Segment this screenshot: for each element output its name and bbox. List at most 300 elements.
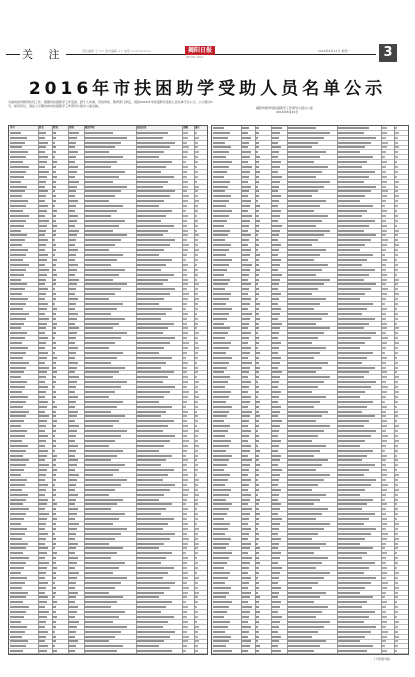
row-cell-text [183, 494, 188, 496]
row-cell-text [382, 508, 386, 510]
row-cell-text [53, 357, 57, 359]
row-cell-text [395, 391, 399, 393]
row-cell-text [69, 572, 79, 574]
row-cell-text [85, 318, 125, 320]
row-cell-text [242, 244, 248, 246]
row-cell-text [183, 342, 189, 344]
row-cell-text [213, 283, 228, 285]
row-cell-text [39, 425, 46, 427]
row-cell-text [242, 279, 248, 281]
row-cell-text [213, 479, 228, 481]
row-cell-text [69, 401, 76, 403]
row-cell-text [85, 503, 117, 505]
row-cell-text [137, 381, 163, 383]
row-cell-text [256, 156, 260, 158]
row-cell-text [338, 533, 371, 535]
row-cell-text [338, 210, 367, 212]
row-cell-text [10, 450, 26, 452]
row-cell-text [272, 587, 281, 589]
row-cell-text [69, 450, 76, 452]
row-cell-text [242, 543, 251, 545]
row-cell-text [256, 283, 258, 285]
row-cell-text [272, 234, 279, 236]
row-cell-text [85, 626, 127, 628]
row-cell-text [338, 636, 365, 638]
row-cell-text [213, 650, 232, 652]
row-cell-text [272, 318, 278, 320]
row-cell-text [53, 572, 56, 574]
row-cell-text [85, 362, 111, 364]
row-cell-text [53, 459, 56, 461]
row-cell-text [395, 494, 398, 496]
row-cell-text [256, 166, 259, 168]
row-cell-text [69, 621, 79, 623]
row-cell-text [183, 376, 188, 378]
row-cell-text [382, 631, 388, 633]
row-cell-text [272, 474, 280, 476]
row-cell-text [242, 210, 248, 212]
table-row [212, 649, 408, 654]
row-cell-text [256, 323, 259, 325]
row-cell-text [39, 264, 45, 266]
row-cell-text [213, 626, 228, 628]
row-cell-text [69, 234, 77, 236]
row-cell-text [39, 254, 48, 256]
row-cell-text [195, 601, 198, 603]
row-cell-text [183, 557, 188, 559]
row-cell-text [256, 215, 259, 217]
row-cell-text [85, 513, 125, 515]
row-cell-text [242, 435, 249, 437]
row-cell-text [183, 459, 188, 461]
header-name: 姓名 [39, 126, 44, 129]
row-cell-text [288, 640, 326, 642]
row-cell-text [195, 318, 198, 320]
row-cell-text [39, 166, 45, 168]
row-cell-text [183, 132, 188, 134]
header-gender: 性别 [53, 126, 58, 129]
row-cell-text [137, 631, 175, 633]
row-cell-text [272, 264, 280, 266]
row-cell-text [69, 249, 78, 251]
row-cell-text [382, 146, 387, 148]
row-cell-text [213, 450, 226, 452]
table-row [9, 654, 207, 655]
row-cell-text [85, 381, 127, 383]
row-cell-text [69, 508, 78, 510]
row-cell-text [395, 142, 398, 144]
row-cell-text [382, 264, 386, 266]
row-cell-text [288, 210, 314, 212]
row-cell-text [39, 567, 47, 569]
table-row [9, 649, 207, 654]
row-cell-text [69, 518, 75, 520]
row-cell-text [395, 650, 397, 652]
row-cell-text [288, 293, 312, 295]
row-cell-text [256, 547, 260, 549]
row-cell-text [69, 592, 78, 594]
row-cell-text [85, 347, 109, 349]
row-cell-text [53, 552, 57, 554]
row-cell-text [10, 186, 27, 188]
row-cell-text [213, 611, 227, 613]
row-cell-text [69, 318, 77, 320]
row-cell-text [183, 411, 188, 413]
row-cell-text [137, 200, 164, 202]
row-cell-text [10, 166, 29, 168]
row-cell-text [242, 484, 249, 486]
row-cell-text [242, 205, 250, 207]
row-cell-text [213, 411, 229, 413]
row-cell-text [288, 494, 326, 496]
row-cell-text [288, 396, 326, 398]
row-cell-text [137, 230, 168, 232]
row-cell-text [382, 626, 386, 628]
row-cell-text [53, 171, 56, 173]
row-cell-text [256, 499, 260, 501]
row-cell-text [39, 650, 47, 652]
row-cell-text [53, 640, 56, 642]
row-cell-text [85, 469, 119, 471]
row-cell-text [195, 425, 197, 427]
row-cell-text [213, 308, 232, 310]
row-cell-text [53, 166, 56, 168]
row-cell-text [39, 352, 48, 354]
row-cell-text [85, 142, 121, 144]
row-cell-text [183, 264, 188, 266]
row-cell-text [195, 596, 198, 598]
row-cell-text [137, 332, 163, 334]
row-cell-text [137, 489, 170, 491]
row-cell-text [395, 323, 397, 325]
row-cell-text [288, 650, 314, 652]
row-cell-text [195, 371, 198, 373]
row-cell-text [338, 288, 371, 290]
row-cell-text [213, 484, 225, 486]
row-cell-text [395, 396, 398, 398]
row-cell-text [272, 562, 278, 564]
row-cell-text [256, 562, 260, 564]
row-cell-text [256, 200, 258, 202]
row-cell-text [256, 503, 259, 505]
row-cell-text [10, 401, 26, 403]
row-cell-text [213, 645, 226, 647]
row-cell-text [39, 415, 49, 417]
row-cell-text [53, 313, 56, 315]
row-cell-text [288, 249, 326, 251]
row-cell-text [183, 474, 188, 476]
row-cell-text [382, 464, 386, 466]
row-cell-text [338, 142, 371, 144]
row-cell-text [395, 274, 397, 276]
row-cell-text [256, 508, 259, 510]
row-cell-text [53, 293, 56, 295]
row-cell-text [10, 244, 22, 246]
row-cell-text [382, 254, 385, 256]
row-cell-text [272, 611, 278, 613]
row-cell-text [69, 415, 77, 417]
row-cell-text [256, 151, 258, 153]
row-cell-text [85, 640, 109, 642]
row-cell-text [85, 171, 125, 173]
row-cell-text [183, 577, 188, 579]
section-rule-right [66, 54, 376, 55]
row-cell-text [183, 151, 188, 153]
row-cell-text [382, 362, 386, 364]
row-cell-text [10, 587, 22, 589]
row-cell-text [195, 616, 198, 618]
row-cell-text [69, 156, 76, 158]
row-cell-text [85, 489, 115, 491]
row-cell-text [85, 225, 119, 227]
row-cell-text [213, 249, 229, 251]
row-cell-text [288, 279, 330, 281]
row-cell-text [382, 406, 387, 408]
row-cell-text [10, 538, 22, 540]
row-cell-text [382, 259, 387, 261]
row-cell-text [272, 176, 282, 178]
row-cell-text [338, 171, 375, 173]
row-cell-text [137, 376, 168, 378]
row-cell-text [195, 156, 198, 158]
row-cell-text [195, 455, 198, 457]
row-cell-text [53, 337, 55, 339]
row-cell-text [137, 137, 163, 139]
row-cell-text [39, 538, 46, 540]
row-cell-text [39, 484, 48, 486]
row-cell-text [242, 626, 251, 628]
row-cell-text [382, 411, 386, 413]
row-cell-text [213, 567, 224, 569]
row-cell-text [213, 225, 224, 227]
row-cell-text [338, 528, 376, 530]
row-cell-text [195, 518, 198, 520]
row-cell-text [69, 259, 75, 261]
row-cell-text [183, 538, 189, 540]
row-cell-text [183, 142, 187, 144]
row-cell-text [195, 567, 198, 569]
row-cell-text [382, 357, 387, 359]
row-cell-text [10, 342, 22, 344]
row-cell-text [272, 367, 278, 369]
row-cell-text [382, 244, 387, 246]
row-cell-text [85, 181, 113, 183]
intro-paragraph: 为加快我市教育扶贫工作，根据市扶困助学工作安排，经个人申请、学校审核、教育部门审定，现将2016年市扶困助学受助人员名单予以公示，公示期为7天。如有异议，请在公示期内向市扶困助学工作领导小组办公室反映。 [8, 100, 213, 108]
row-cell-text [242, 288, 249, 290]
row-cell-text [395, 587, 399, 589]
row-cell-text [69, 161, 75, 163]
row-cell-text [39, 479, 45, 481]
row-cell-text [382, 127, 387, 129]
row-cell-text [213, 195, 231, 197]
row-cell-text [10, 396, 28, 398]
row-cell-text [288, 215, 328, 217]
row-cell-text [85, 269, 125, 271]
row-cell-text [183, 601, 186, 603]
row-cell-text [53, 327, 56, 329]
row-cell-text [137, 142, 175, 144]
row-cell-text [395, 499, 398, 501]
row-cell-text [10, 205, 26, 207]
row-cell-text [256, 391, 259, 393]
row-cell-text [69, 557, 78, 559]
row-cell-text [69, 239, 76, 241]
row-cell-text [395, 518, 397, 520]
row-cell-text [213, 518, 224, 520]
row-cell-text [85, 616, 119, 618]
row-cell-text [242, 303, 250, 305]
row-cell-text [242, 636, 248, 638]
row-cell-text [256, 582, 259, 584]
row-cell-text [338, 391, 365, 393]
row-cell-text [395, 352, 398, 354]
row-cell-text [53, 606, 56, 608]
row-cell-text [338, 283, 376, 285]
row-cell-text [338, 557, 362, 559]
row-cell-text [242, 327, 248, 329]
row-cell-text [395, 401, 398, 403]
row-cell-text [137, 327, 168, 329]
row-cell-text [338, 274, 369, 276]
row-cell-text [183, 352, 187, 354]
row-cell-text [10, 254, 26, 256]
row-cell-text [85, 499, 123, 501]
row-cell-text [288, 636, 312, 638]
row-cell-text [69, 445, 78, 447]
row-cell-text [256, 650, 259, 652]
row-cell-text [256, 171, 260, 173]
row-cell-text [137, 415, 161, 417]
row-cell-text [256, 533, 259, 535]
row-cell-text [69, 215, 78, 217]
row-cell-text [382, 230, 387, 232]
row-cell-text [272, 636, 281, 638]
row-cell-text [183, 645, 187, 647]
row-cell-text [272, 327, 280, 329]
row-cell-text [69, 298, 78, 300]
row-cell-text [338, 239, 371, 241]
row-cell-text [10, 552, 23, 554]
row-cell-text [338, 430, 376, 432]
row-cell-text [85, 464, 125, 466]
row-cell-text [288, 171, 322, 173]
row-cell-text [213, 381, 228, 383]
row-cell-text [242, 596, 250, 598]
row-cell-text [53, 503, 57, 505]
row-cell-text [256, 425, 259, 427]
row-cell-text [137, 352, 159, 354]
row-cell-text [338, 396, 360, 398]
row-cell-text [53, 186, 56, 188]
row-cell-text [183, 274, 187, 276]
row-cell-text [213, 161, 232, 163]
row-cell-text [338, 220, 375, 222]
row-cell-text [395, 259, 397, 261]
row-cell-text [382, 469, 387, 471]
row-cell-text [85, 474, 113, 476]
row-cell-text [69, 650, 75, 652]
row-cell-text [338, 420, 369, 422]
row-cell-text [288, 425, 330, 427]
row-cell-text [183, 435, 187, 437]
row-cell-text [39, 337, 48, 339]
row-cell-text [53, 239, 55, 241]
row-cell-text [183, 469, 187, 471]
row-cell-text [213, 259, 232, 261]
row-cell-text [395, 645, 398, 647]
row-cell-text [242, 308, 248, 310]
row-cell-text [395, 347, 398, 349]
row-cell-text [242, 200, 251, 202]
row-cell-text [195, 288, 198, 290]
row-cell-text [395, 621, 399, 623]
row-cell-text [242, 582, 249, 584]
row-cell-text [213, 499, 226, 501]
row-cell-text [53, 396, 56, 398]
row-cell-text [213, 557, 229, 559]
row-cell-text [272, 401, 278, 403]
row-cell-text [213, 288, 225, 290]
row-cell-text [288, 601, 314, 603]
row-cell-text [10, 279, 21, 281]
row-cell-text [382, 415, 386, 417]
row-cell-text [69, 269, 77, 271]
row-cell-text [213, 396, 229, 398]
row-cell-text [53, 142, 55, 144]
row-cell-text [382, 606, 386, 608]
row-cell-text [288, 195, 312, 197]
row-cell-text [69, 464, 77, 466]
row-cell-text [338, 518, 369, 520]
row-cell-text [256, 186, 258, 188]
row-cell-text [10, 494, 28, 496]
row-cell-text [53, 308, 57, 310]
row-cell-text [213, 459, 229, 461]
row-cell-text [195, 283, 199, 285]
row-cell-text [272, 601, 281, 603]
row-cell-text [195, 582, 198, 584]
row-cell-text [69, 190, 76, 192]
row-cell-text [338, 562, 375, 564]
row-cell-text [382, 283, 386, 285]
row-cell-text [338, 484, 371, 486]
row-cell-text [272, 171, 278, 173]
row-cell-text [288, 200, 326, 202]
row-cell-text [382, 176, 387, 178]
row-cell-text [338, 503, 367, 505]
row-cell-text [242, 401, 250, 403]
row-cell-text [85, 611, 125, 613]
row-cell-text [288, 606, 328, 608]
row-cell-text [395, 528, 398, 530]
row-cell-text [338, 332, 376, 334]
row-cell-text [213, 577, 228, 579]
row-cell-text [213, 376, 230, 378]
row-cell-text [288, 376, 330, 378]
row-cell-text [256, 190, 259, 192]
row-cell-text [382, 151, 386, 153]
row-cell-text [272, 455, 281, 457]
row-cell-text [256, 352, 260, 354]
row-cell-text [272, 220, 278, 222]
row-cell-text [53, 190, 55, 192]
row-cell-text [69, 469, 75, 471]
row-cell-text [137, 645, 159, 647]
row-cell-text [288, 528, 324, 530]
row-cell-text [395, 176, 397, 178]
row-cell-text [53, 259, 57, 261]
row-cell-text [256, 230, 259, 232]
